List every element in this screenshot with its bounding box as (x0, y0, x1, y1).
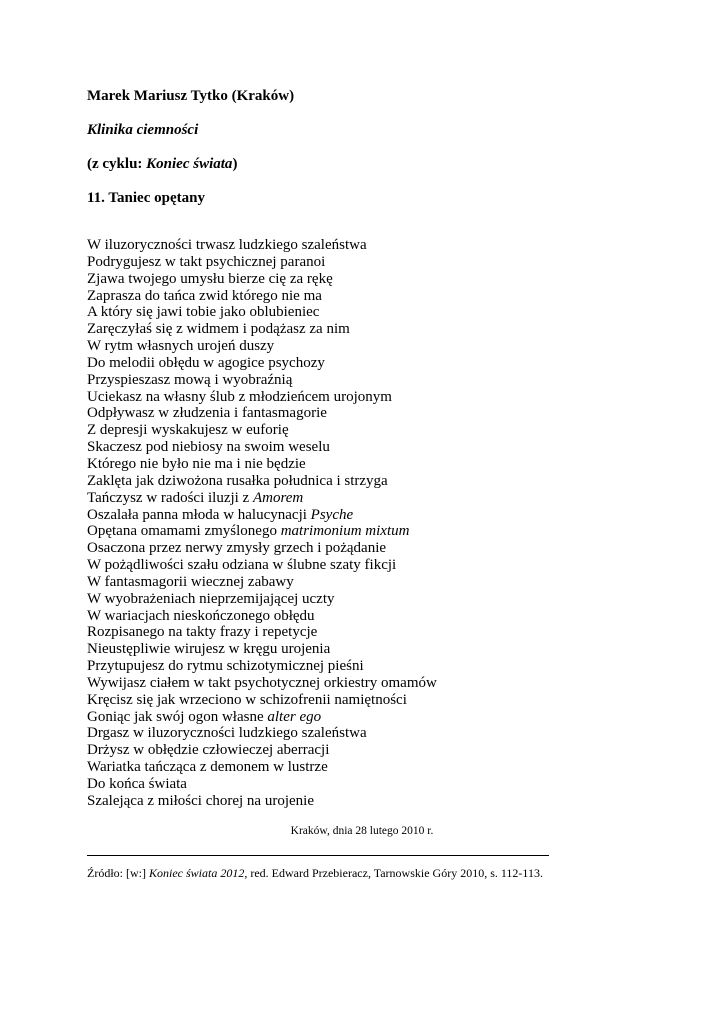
poem-line-text: Zjawa twojego umysłu bierze cię za rękę (87, 270, 333, 287)
poem-line (87, 422, 647, 439)
poem-line-text: Odpływasz w złudzenia i fantasmagorie (87, 405, 327, 422)
poem-line-text: Uciekasz na własny ślub z młodzieńcem urojonym (87, 388, 392, 405)
poem-line (87, 742, 647, 759)
poem-line-italic: alter ego (267, 708, 322, 725)
poem-line-text: W iluzoryczności trwasz ludzkiego szaleństwa (87, 237, 367, 253)
poem-line (87, 591, 647, 608)
poem-line (87, 675, 647, 692)
poem-line (87, 237, 647, 254)
poem-line-text: A który się jawi tobie jako oblubieniec (87, 304, 320, 321)
poem-line-text: Wywijasz ciałem w takt psychotycznej orkiestry omamów (87, 674, 437, 691)
poem-line (87, 540, 647, 557)
footnote (87, 866, 543, 880)
cycle-suffix: ) (232, 156, 238, 172)
author-line: Marek Mariusz Tytko (Kraków) (87, 88, 295, 104)
poem-line (87, 456, 647, 473)
poem-line-text: Kręcisz się jak wrzeciono w schizofrenii namiętności (87, 691, 407, 708)
poem-line (87, 608, 647, 625)
poem-line-text: W pożądliwości szału odziana w ślubne szaty fikcji (87, 557, 397, 574)
poem-line-italic: Psyche (310, 506, 354, 523)
poem-text (87, 237, 647, 810)
poem-line-text: Zaręczyłaś się z widmem i podążasz za nim (87, 321, 350, 338)
poem-line (87, 523, 647, 540)
poem-line-text: W wariacjach nieskończonego obłędu (87, 607, 315, 624)
collection-title: Klinika ciemności (87, 122, 199, 138)
footnote-suffix: , red. Edward Przebieracz, Tarnowskie Góry 2010, s. 112-113. (244, 866, 543, 880)
poem-line-text: Opętana omamami zmyślonego (87, 523, 281, 540)
poem-line-text: Przytupujesz do rytmu schizotymicznej pieśni (87, 658, 364, 675)
poem-line-text: W rytm własnych urojeń duszy (87, 338, 275, 355)
poem-line-text: Zaklęta jak dziwożona rusałka południca i strzyga (87, 472, 388, 489)
poem-line (87, 439, 647, 456)
poem-line-italic: matrimonium mixtum (280, 523, 410, 540)
poem-line (87, 793, 647, 810)
poem-line (87, 574, 647, 591)
poem-line (87, 288, 647, 305)
poem-line-text: Nieustępliwie wirujesz w kręgu urojenia (87, 641, 331, 658)
cycle-title: Koniec świata (146, 156, 233, 172)
poem-line (87, 641, 647, 658)
poem-line (87, 389, 647, 406)
poem-line (87, 304, 647, 321)
poem-line-text: Szalejąca z miłości chorej na urojenie (87, 792, 314, 809)
document-body (87, 87, 647, 810)
poem-line-text: Drżysz w obłędzie człowieczej aberracji (87, 742, 330, 759)
poem-line-text: Wariatka tańcząca z demonem w lustrze (87, 759, 328, 776)
poem-line-text: Do melodii obłędu w agogice psychozy (87, 354, 325, 371)
poem-line-text: Drgasz w iluzoryczności ludzkiego szaleństwa (87, 725, 367, 742)
poem-line-text: Rozpisanego na takty frazy i repetycje (87, 624, 318, 641)
poem-line-text: Z depresji wyskakujesz w euforię (87, 422, 289, 439)
poem-line (87, 490, 647, 507)
poem-line (87, 557, 647, 574)
poem-line (87, 473, 647, 490)
poem-line (87, 776, 647, 793)
poem-line (87, 405, 647, 422)
poem-line (87, 709, 647, 726)
poem-line (87, 254, 647, 271)
poem-line (87, 658, 647, 675)
poem-line-text: W fantasmagorii wiecznej zabawy (87, 573, 294, 590)
poem-line-text: Osaczona przez nerwy zmysły grzech i pożądanie (87, 540, 387, 557)
poem-line-text: Oszalała panna młoda w halucynacji (87, 506, 311, 523)
poem-line (87, 338, 647, 355)
poem-line-text: Do końca świata (87, 776, 187, 792)
footnote-prefix: Źródło: [w:] (87, 866, 149, 880)
poem-line-text: Którego nie było nie ma i nie będzie (87, 455, 306, 472)
poem-line-italic: Amorem (252, 489, 304, 506)
footnote-separator (87, 855, 549, 856)
poem-line (87, 759, 647, 776)
cycle-line (87, 155, 647, 173)
poem-line (87, 372, 647, 389)
cycle-prefix: (z cyklu: (87, 156, 147, 172)
poem-line-text: Goniąc jak swój ogon własne (87, 708, 268, 725)
poem-line-text: Podrygujesz w takt psychicznej paranoi (87, 253, 326, 270)
poem-line (87, 624, 647, 641)
poem-line (87, 321, 647, 338)
poem-line (87, 355, 647, 372)
poem-title: 11. Taniec opętany (87, 190, 205, 206)
poem-line-text: Skaczesz pod niebiosy na swoim weselu (87, 439, 330, 456)
poem-line (87, 271, 647, 288)
poem-line-text: Przyspieszasz mową i wyobraźnią (87, 371, 293, 388)
poem-line (87, 725, 647, 742)
poem-line (87, 507, 647, 524)
poem-line-text: Zaprasza do tańca zwid którego nie ma (87, 287, 322, 304)
poem-line (87, 692, 647, 709)
poem-line-text: W wyobrażeniach nieprzemijającej uczty (87, 590, 335, 607)
date-line: Kraków, dnia 28 lutego 2010 r. (290, 825, 434, 837)
footnote-source-title: Koniec świata 2012 (149, 866, 245, 880)
poem-line-text: Tańczysz w radości iluzji z (87, 489, 253, 506)
